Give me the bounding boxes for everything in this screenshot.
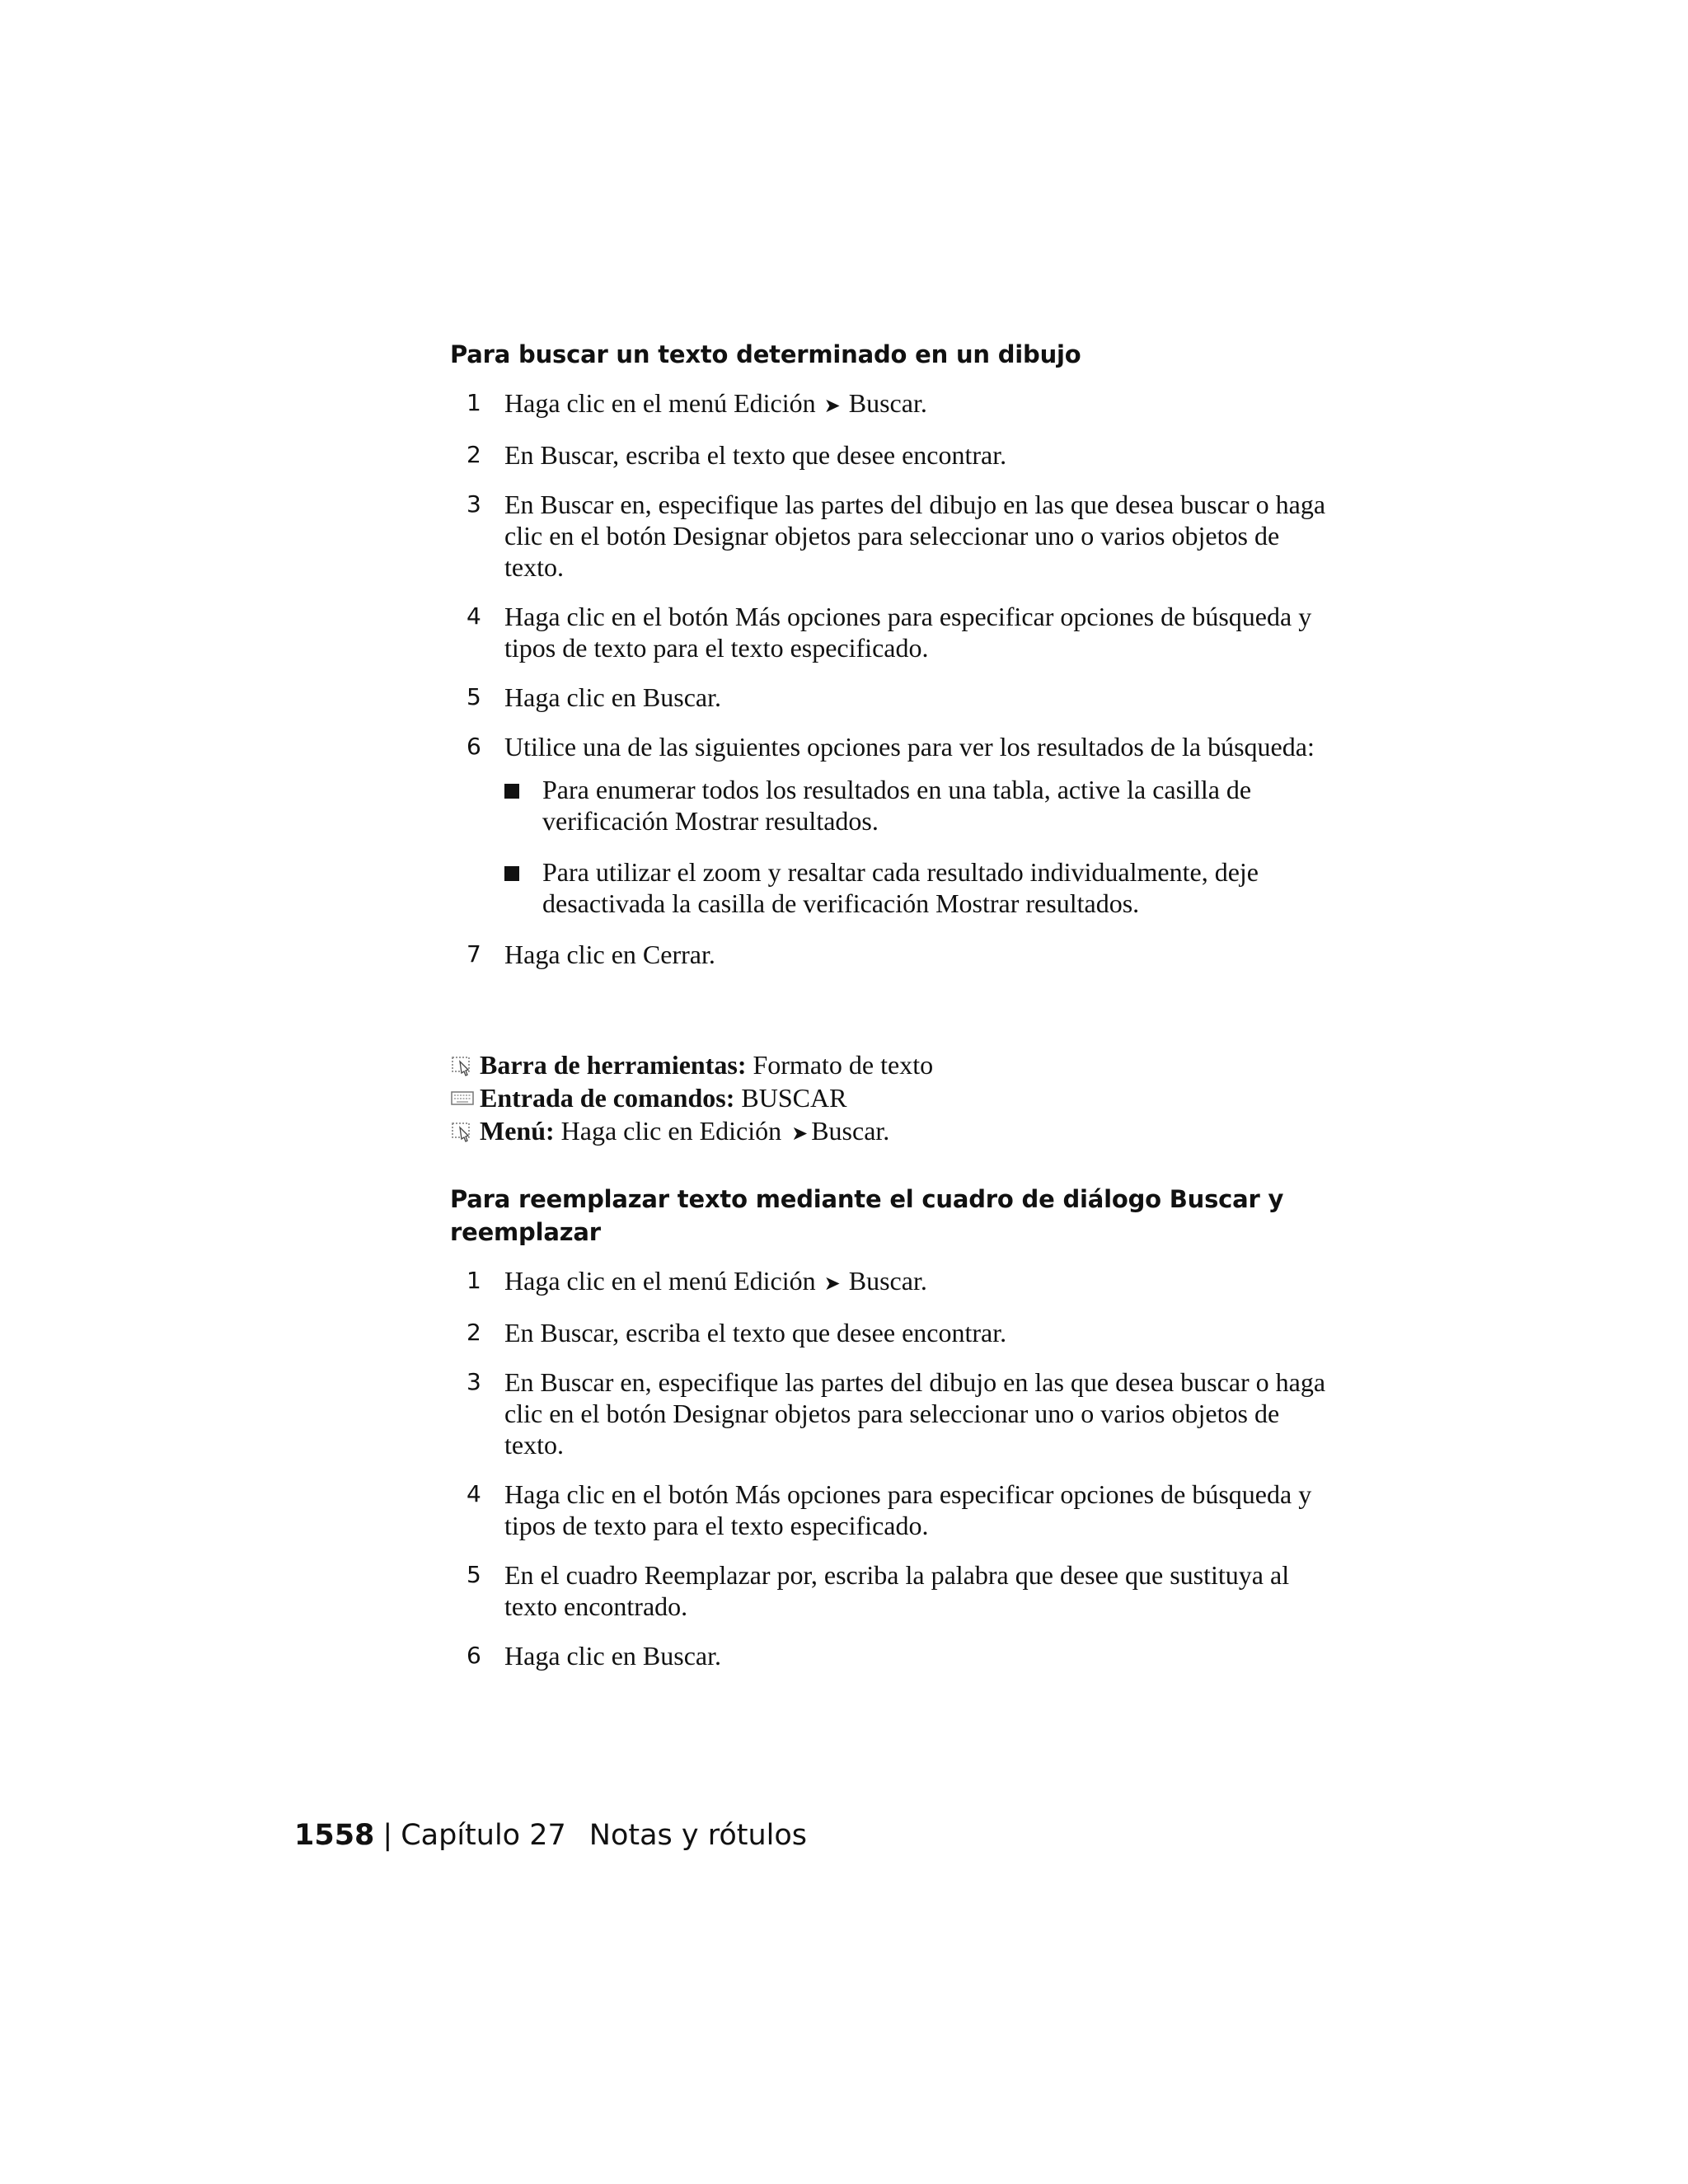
bullet-item [504, 856, 1340, 919]
step-text-after: Buscar. [848, 388, 927, 418]
step-text-after: Buscar. [848, 1266, 927, 1296]
access-value-after: Buscar. [811, 1116, 890, 1146]
step-text: Haga clic en el menú Edición [504, 1266, 816, 1296]
step-text: Utilice una de las siguientes opciones para ver los resultados de la búsqueda: [504, 732, 1315, 762]
chapter-title: Notas y rótulos [588, 1819, 808, 1852]
bullet-text: Para enumerar todos los resultados en una tabla, active la casilla de verificación Mostrar resultados. [542, 775, 1252, 836]
step-item [450, 939, 1340, 970]
access-menu [450, 1114, 1340, 1147]
procedure-heading: Para reemplazar texto mediante el cuadro de diálogo Buscar y reemplazar [450, 1185, 1284, 1246]
footer-separator: | [382, 1819, 393, 1852]
step-number: 2 [467, 1319, 481, 1346]
access-value: BUSCAR [741, 1083, 847, 1113]
step-item [450, 387, 1340, 421]
step-number: 6 [467, 733, 481, 760]
step-number: 2 [467, 441, 481, 468]
bullet-item [504, 774, 1340, 837]
square-bullet-icon [504, 784, 519, 799]
step-text: Haga clic en el botón Más opciones para especificar opciones de búsqueda y tipos de texto para el texto especificado. [504, 602, 1312, 663]
step-text: En Buscar en, especifique las partes del dibujo en las que desea buscar o haga clic en el botón Designar objetos para seleccionar uno o varios objetos de texto. [504, 1367, 1326, 1460]
step-text: Haga clic en Cerrar. [504, 940, 715, 969]
procedure-replace-text [450, 1183, 1340, 1690]
bullet-text: Para utilizar el zoom y resaltar cada resultado individualmente, deje desactivada la casilla de verificación Mostrar resultados. [542, 857, 1259, 918]
page-number: 1558 [294, 1819, 375, 1852]
square-bullet-icon [504, 866, 519, 881]
step-number: 1 [467, 389, 481, 416]
step-number: 4 [467, 1480, 481, 1507]
step-text: Haga clic en Buscar. [504, 682, 721, 712]
step-number: 7 [467, 940, 481, 968]
chapter-label: Capítulo 27 [401, 1819, 566, 1852]
step-item [450, 1479, 1340, 1541]
bullet-list [504, 774, 1340, 919]
step-text: Haga clic en el menú Edición [504, 388, 816, 418]
step-item [450, 1366, 1340, 1460]
procedure-search-text [450, 338, 1340, 988]
access-value: Haga clic en Edición [560, 1116, 782, 1146]
step-item [450, 731, 1340, 919]
step-text: En el cuadro Reemplazar por, escriba la palabra que desee que sustituya al texto encontrado. [504, 1560, 1290, 1621]
step-text: En Buscar en, especifique las partes del dibujo en las que desea buscar o haga clic en el botón Designar objetos para seleccionar uno o varios objetos de texto. [504, 490, 1326, 582]
step-number: 4 [467, 602, 481, 630]
step-item [450, 1559, 1340, 1622]
access-methods [450, 1048, 1340, 1147]
step-number: 5 [467, 683, 481, 710]
step-item [450, 439, 1340, 471]
step-item [450, 1317, 1340, 1348]
step-number: 3 [467, 490, 481, 518]
access-label: Barra de herramientas: [480, 1050, 747, 1080]
steps-list [450, 1265, 1340, 1671]
step-item [450, 1640, 1340, 1671]
step-text: Haga clic en Buscar. [504, 1641, 721, 1671]
procedure-heading: Para buscar un texto determinado en un dibujo [450, 340, 1081, 368]
access-label: Menú: [480, 1116, 555, 1146]
step-item [450, 682, 1340, 713]
step-number: 1 [467, 1267, 481, 1294]
step-text: Haga clic en el botón Más opciones para especificar opciones de búsqueda y tipos de texto para el texto especificado. [504, 1479, 1312, 1540]
step-item [450, 489, 1340, 583]
step-text: En Buscar, escriba el texto que desee encontrar. [504, 1318, 1007, 1347]
arrow-icon: ➤ [823, 394, 841, 417]
menu-icon [450, 1121, 475, 1142]
steps-list [450, 387, 1340, 970]
access-command [450, 1081, 1340, 1114]
arrow-icon: ➤ [823, 1272, 841, 1295]
page-footer [294, 1815, 807, 1856]
step-number: 5 [467, 1561, 481, 1588]
access-value: Formato de texto [753, 1050, 934, 1080]
step-number: 6 [467, 1642, 481, 1669]
arrow-icon: ➤ [791, 1122, 809, 1145]
toolbar-icon [450, 1055, 475, 1076]
access-label: Entrada de comandos: [480, 1083, 735, 1113]
access-toolbar [450, 1048, 1340, 1081]
command-line-icon [450, 1088, 475, 1109]
step-item [450, 1265, 1340, 1299]
step-item [450, 601, 1340, 663]
step-text: En Buscar, escriba el texto que desee encontrar. [504, 440, 1007, 470]
step-number: 3 [467, 1368, 481, 1395]
